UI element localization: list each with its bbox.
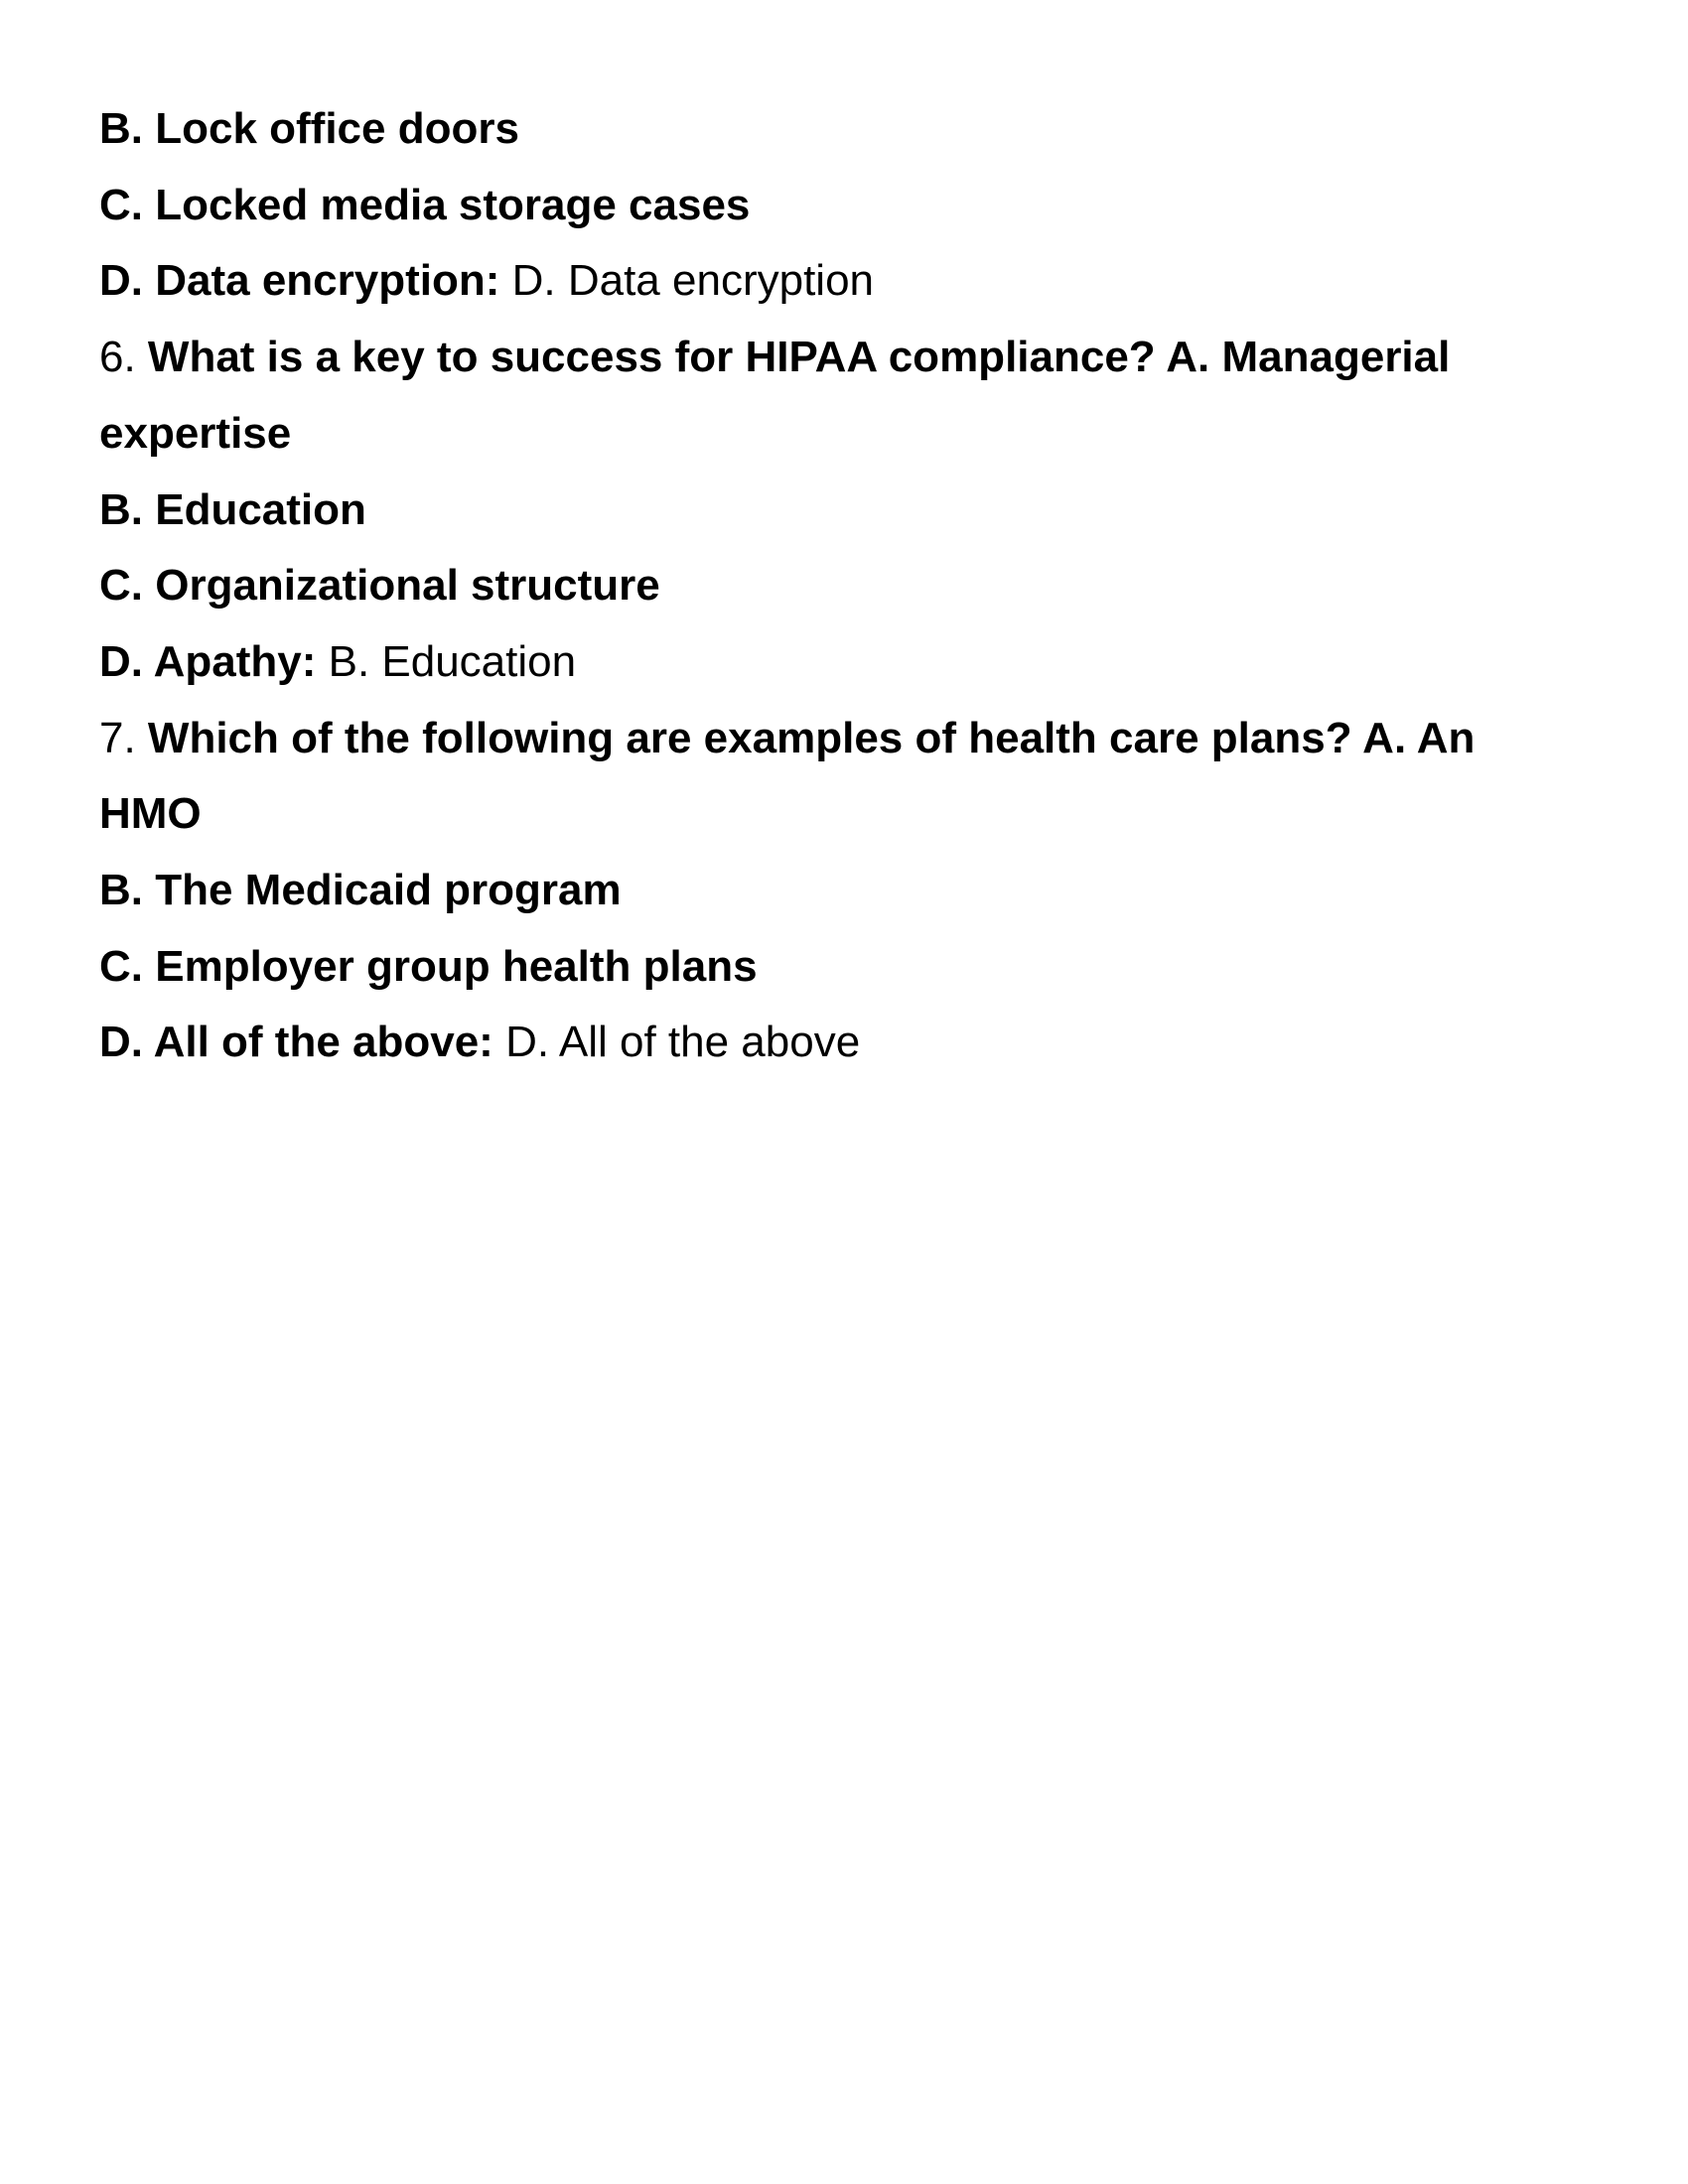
q7-prompt-text: Which of the following are examples of health care plans? A. An (135, 713, 1476, 762)
q5-option-c: C. Locked media storage cases (99, 180, 751, 229)
q7-option-c: C. Employer group health plans (99, 941, 758, 991)
q6-prompt-text: What is a key to success for HIPAA compliance? A. Managerial (135, 333, 1451, 382)
q5-option-d-label: D. Data encryption: (99, 256, 500, 306)
q5-answer: D. Data encryption (499, 256, 875, 306)
q7-option-d (99, 1005, 1529, 1081)
q6-prompt-continued: expertise (99, 408, 292, 458)
q6-option-d-label: D. Apathy: (99, 636, 317, 686)
q7-number: 7. (99, 713, 136, 762)
q5-option-d (99, 243, 1529, 320)
q6-answer: B. Education (316, 636, 577, 686)
quiz-content (99, 91, 1529, 1081)
q7-answer: D. All of the above (492, 1018, 861, 1067)
q7-option-d-label: D. All of the above: (99, 1018, 493, 1067)
q6-option-d (99, 624, 1529, 701)
q6-number: 6. (99, 333, 136, 382)
q6-prompt (99, 320, 1529, 396)
q7-prompt-continued: HMO (99, 789, 202, 839)
q7-option-b: B. The Medicaid program (99, 866, 622, 915)
q7-prompt (99, 701, 1529, 777)
q6-option-b: B. Education (99, 484, 366, 534)
q5-option-b: B. Lock office doors (99, 104, 519, 153)
q6-option-c: C. Organizational structure (99, 561, 660, 611)
